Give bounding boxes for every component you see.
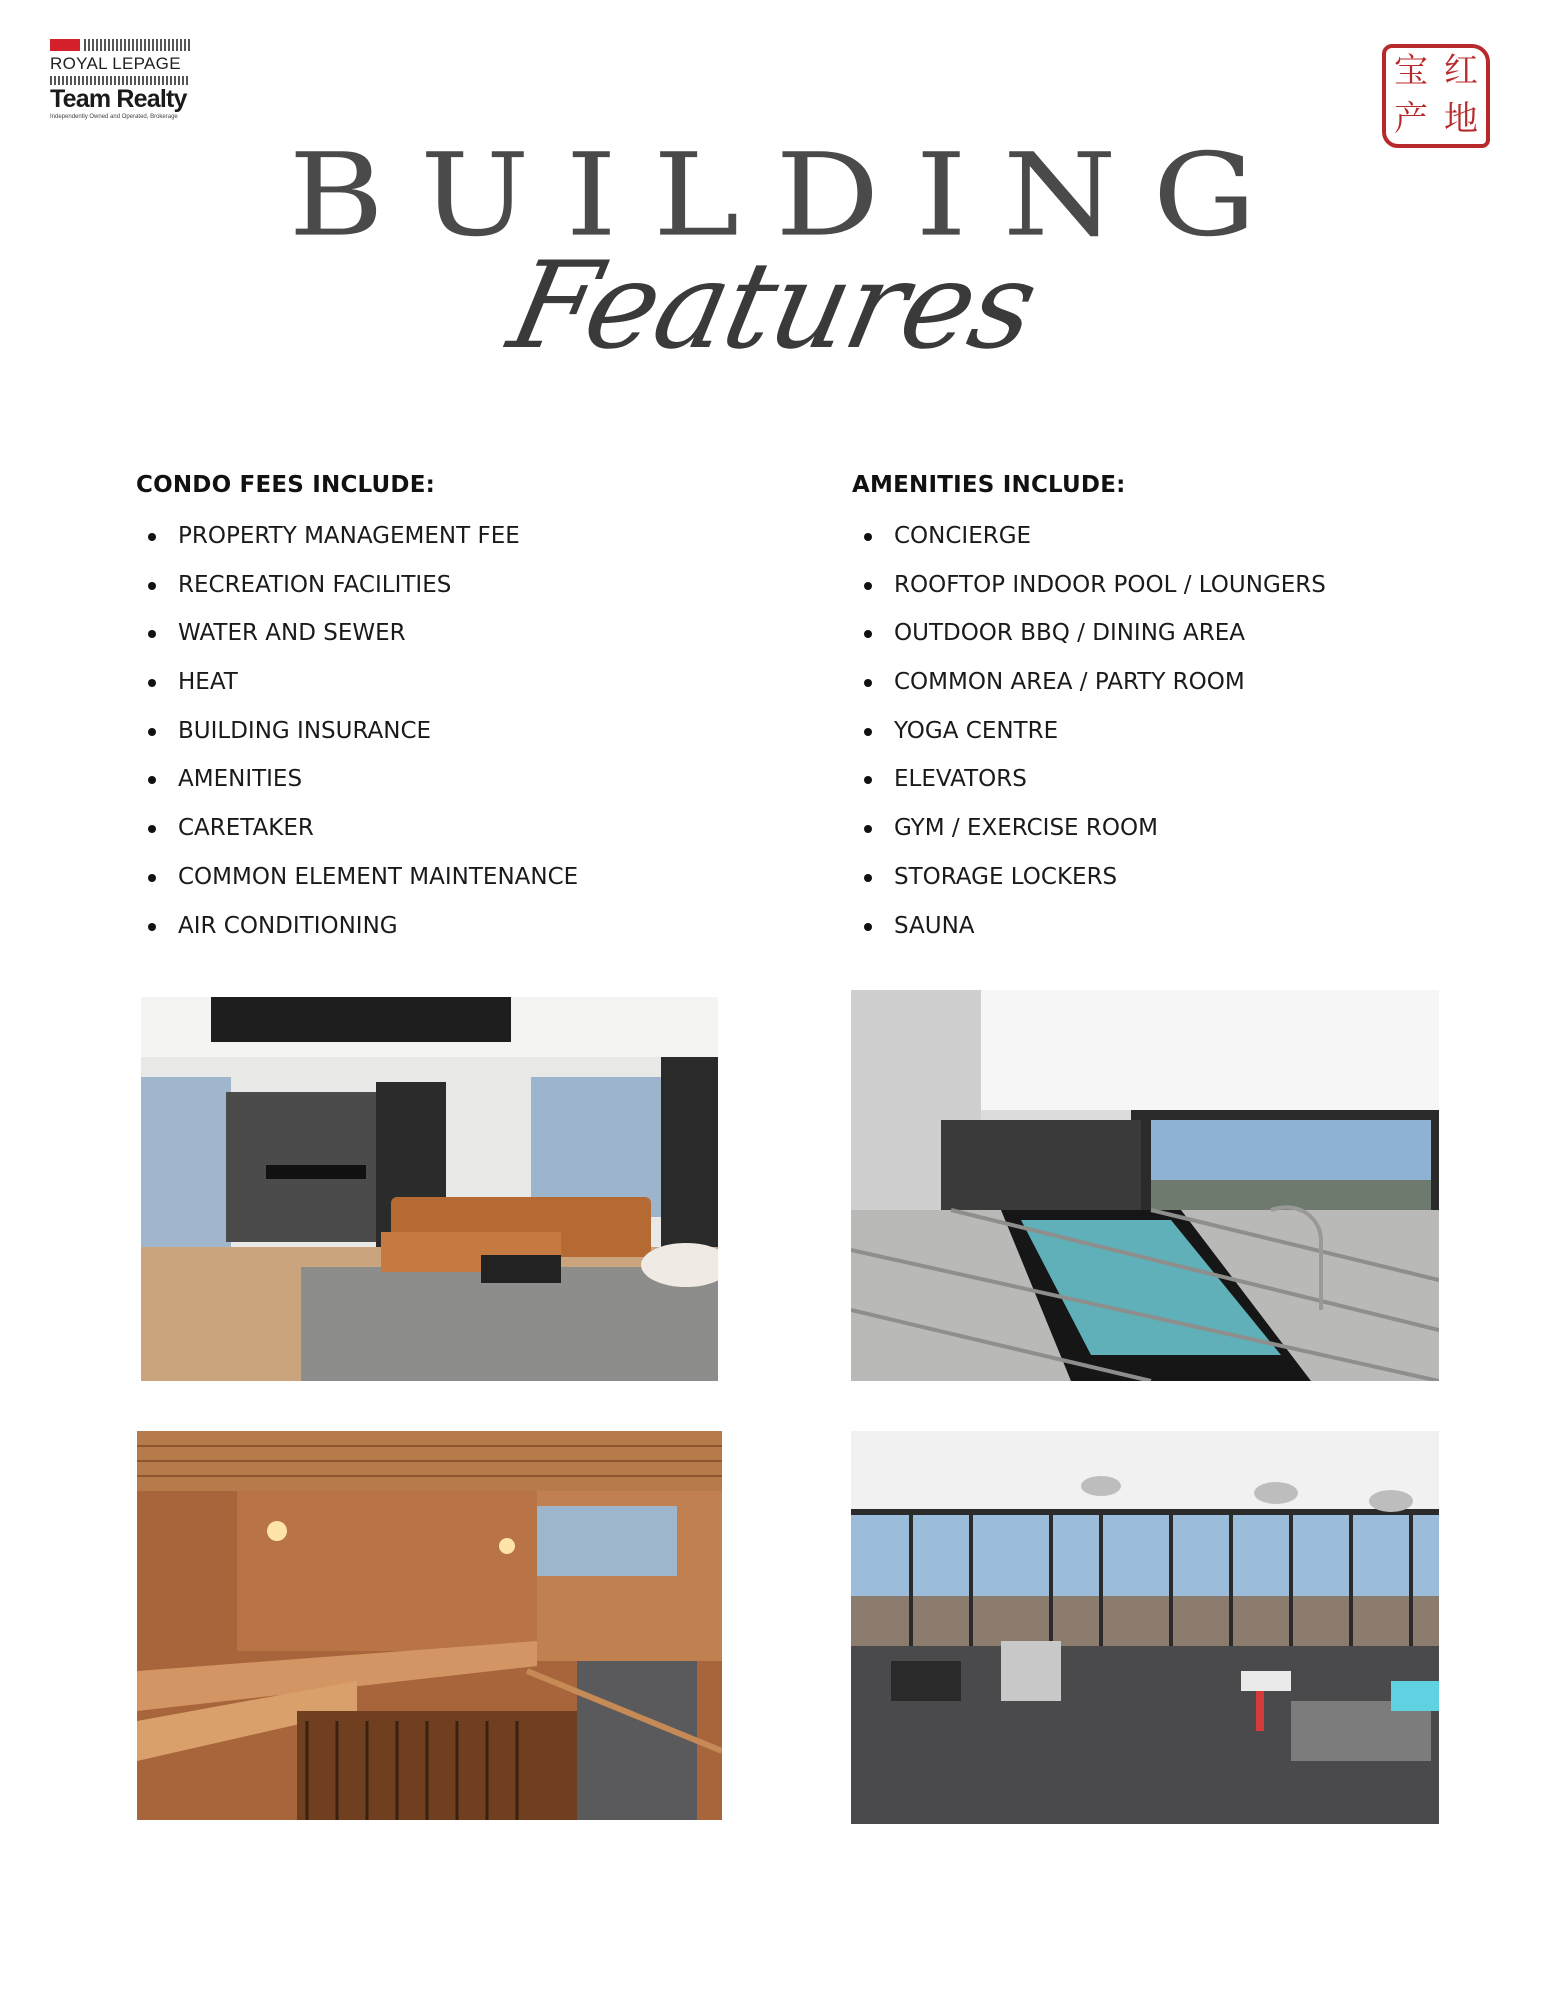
list-item: OUTDOOR BBQ / DINING AREA	[852, 609, 1326, 658]
pool-photo	[851, 990, 1439, 1381]
list-item: BUILDING INSURANCE	[136, 707, 578, 756]
sauna-photo	[137, 1431, 722, 1820]
condo-fees-list	[136, 512, 578, 950]
seal-char: 产	[1394, 99, 1428, 139]
condo-fees-heading: CONDO FEES INCLUDE:	[136, 472, 436, 498]
logo-brand-line2: Team Realty	[50, 85, 187, 113]
amenities-section	[852, 472, 1326, 950]
list-item: ROOFTOP INDOOR POOL / LOUNGERS	[852, 561, 1326, 610]
list-item: ELEVATORS	[852, 755, 1326, 804]
amenities-list	[852, 512, 1326, 950]
list-item: WATER AND SEWER	[136, 609, 578, 658]
list-item: HEAT	[136, 658, 578, 707]
condo-fees-section	[136, 472, 578, 950]
seal-char: 宝	[1394, 51, 1428, 91]
list-item: PROPERTY MANAGEMENT FEE	[136, 512, 578, 561]
lounge-photo	[141, 997, 718, 1381]
page-subtitle: Features	[498, 237, 1047, 376]
seal-char: 红	[1444, 51, 1478, 91]
list-item: GYM / EXERCISE ROOM	[852, 804, 1326, 853]
brokerage-logo	[50, 38, 190, 124]
seal-char: 地	[1444, 99, 1478, 139]
list-item: AMENITIES	[136, 755, 578, 804]
gym-photo	[851, 1431, 1439, 1824]
page-title: BUILDING	[288, 128, 1293, 262]
list-item: SAUNA	[852, 902, 1326, 951]
list-item: YOGA CENTRE	[852, 707, 1326, 756]
list-item: STORAGE LOCKERS	[852, 853, 1326, 902]
list-item: COMMON ELEMENT MAINTENANCE	[136, 853, 578, 902]
list-item: AIR CONDITIONING	[136, 902, 578, 951]
amenities-heading: AMENITIES INCLUDE:	[852, 472, 1126, 498]
list-item: CONCIERGE	[852, 512, 1326, 561]
list-item: COMMON AREA / PARTY ROOM	[852, 658, 1326, 707]
logo-brand-line1: ROYAL LEPAGE	[50, 54, 181, 73]
logo-tagline: Independently Owned and Operated, Brokerage	[50, 114, 178, 120]
list-item: CARETAKER	[136, 804, 578, 853]
list-item: RECREATION FACILITIES	[136, 561, 578, 610]
